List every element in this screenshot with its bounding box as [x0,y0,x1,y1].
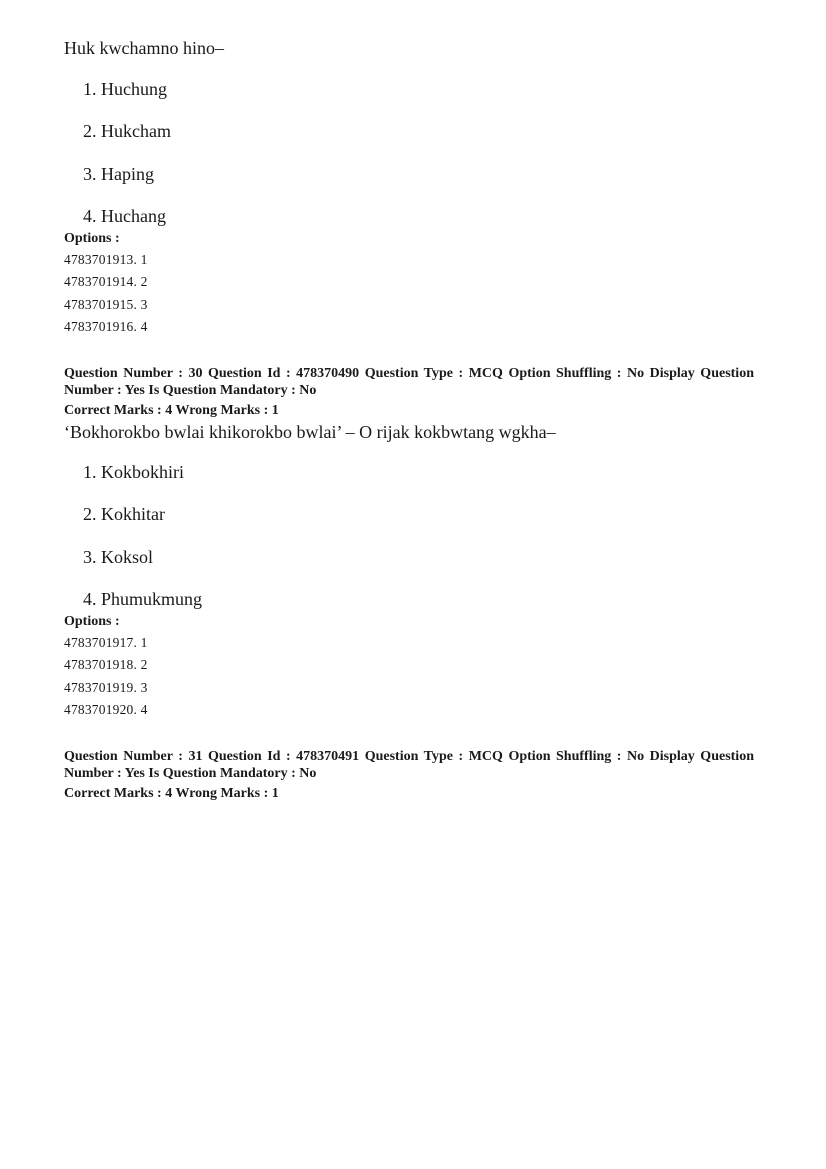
question-meta-line2: Number : Yes Is Question Mandatory : No [64,383,317,398]
choice-item: 1. Huchung [83,79,167,99]
option-id: 4783701918. 2 [64,657,148,672]
options-label: Options : [64,614,120,629]
choice-item: 4. Phumukmung [83,589,203,609]
question-meta-line2: Number : Yes Is Question Mandatory : No [64,766,317,781]
question-text: ‘Bokhorokbo bwlai khikorokbo bwlai’ – O rijak kokbwtang wgkha– [64,422,556,442]
option-id: 4783701914. 2 [64,274,148,289]
option-id: 4783701920. 4 [64,702,148,717]
question-meta-line1: Question Number : 31 Question Id : 478370491 Question Type : MCQ Option Shuffling : No Display Question [64,749,754,764]
option-id: 4783701919. 3 [64,680,148,695]
option-id: 4783701916. 4 [64,319,148,334]
choice-item: 3. Koksol [83,547,154,567]
choice-item: 4. Huchang [83,206,166,226]
choice-item: 1. Kokbokhiri [83,462,184,482]
option-id: 4783701913. 1 [64,252,148,267]
question-meta-line1: Question Number : 30 Question Id : 478370490 Question Type : MCQ Option Shuffling : No Display Question [64,366,754,381]
option-id: 4783701917. 1 [64,635,148,650]
option-id: 4783701915. 3 [64,297,148,312]
options-label: Options : [64,231,120,246]
choice-item: 3. Haping [83,164,154,184]
question-marks: Correct Marks : 4 Wrong Marks : 1 [64,786,279,801]
question-text: Huk kwchamno hino– [64,38,224,58]
choice-item: 2. Hukcham [83,121,171,141]
choice-item: 2. Kokhitar [83,504,165,524]
question-marks: Correct Marks : 4 Wrong Marks : 1 [64,403,279,418]
